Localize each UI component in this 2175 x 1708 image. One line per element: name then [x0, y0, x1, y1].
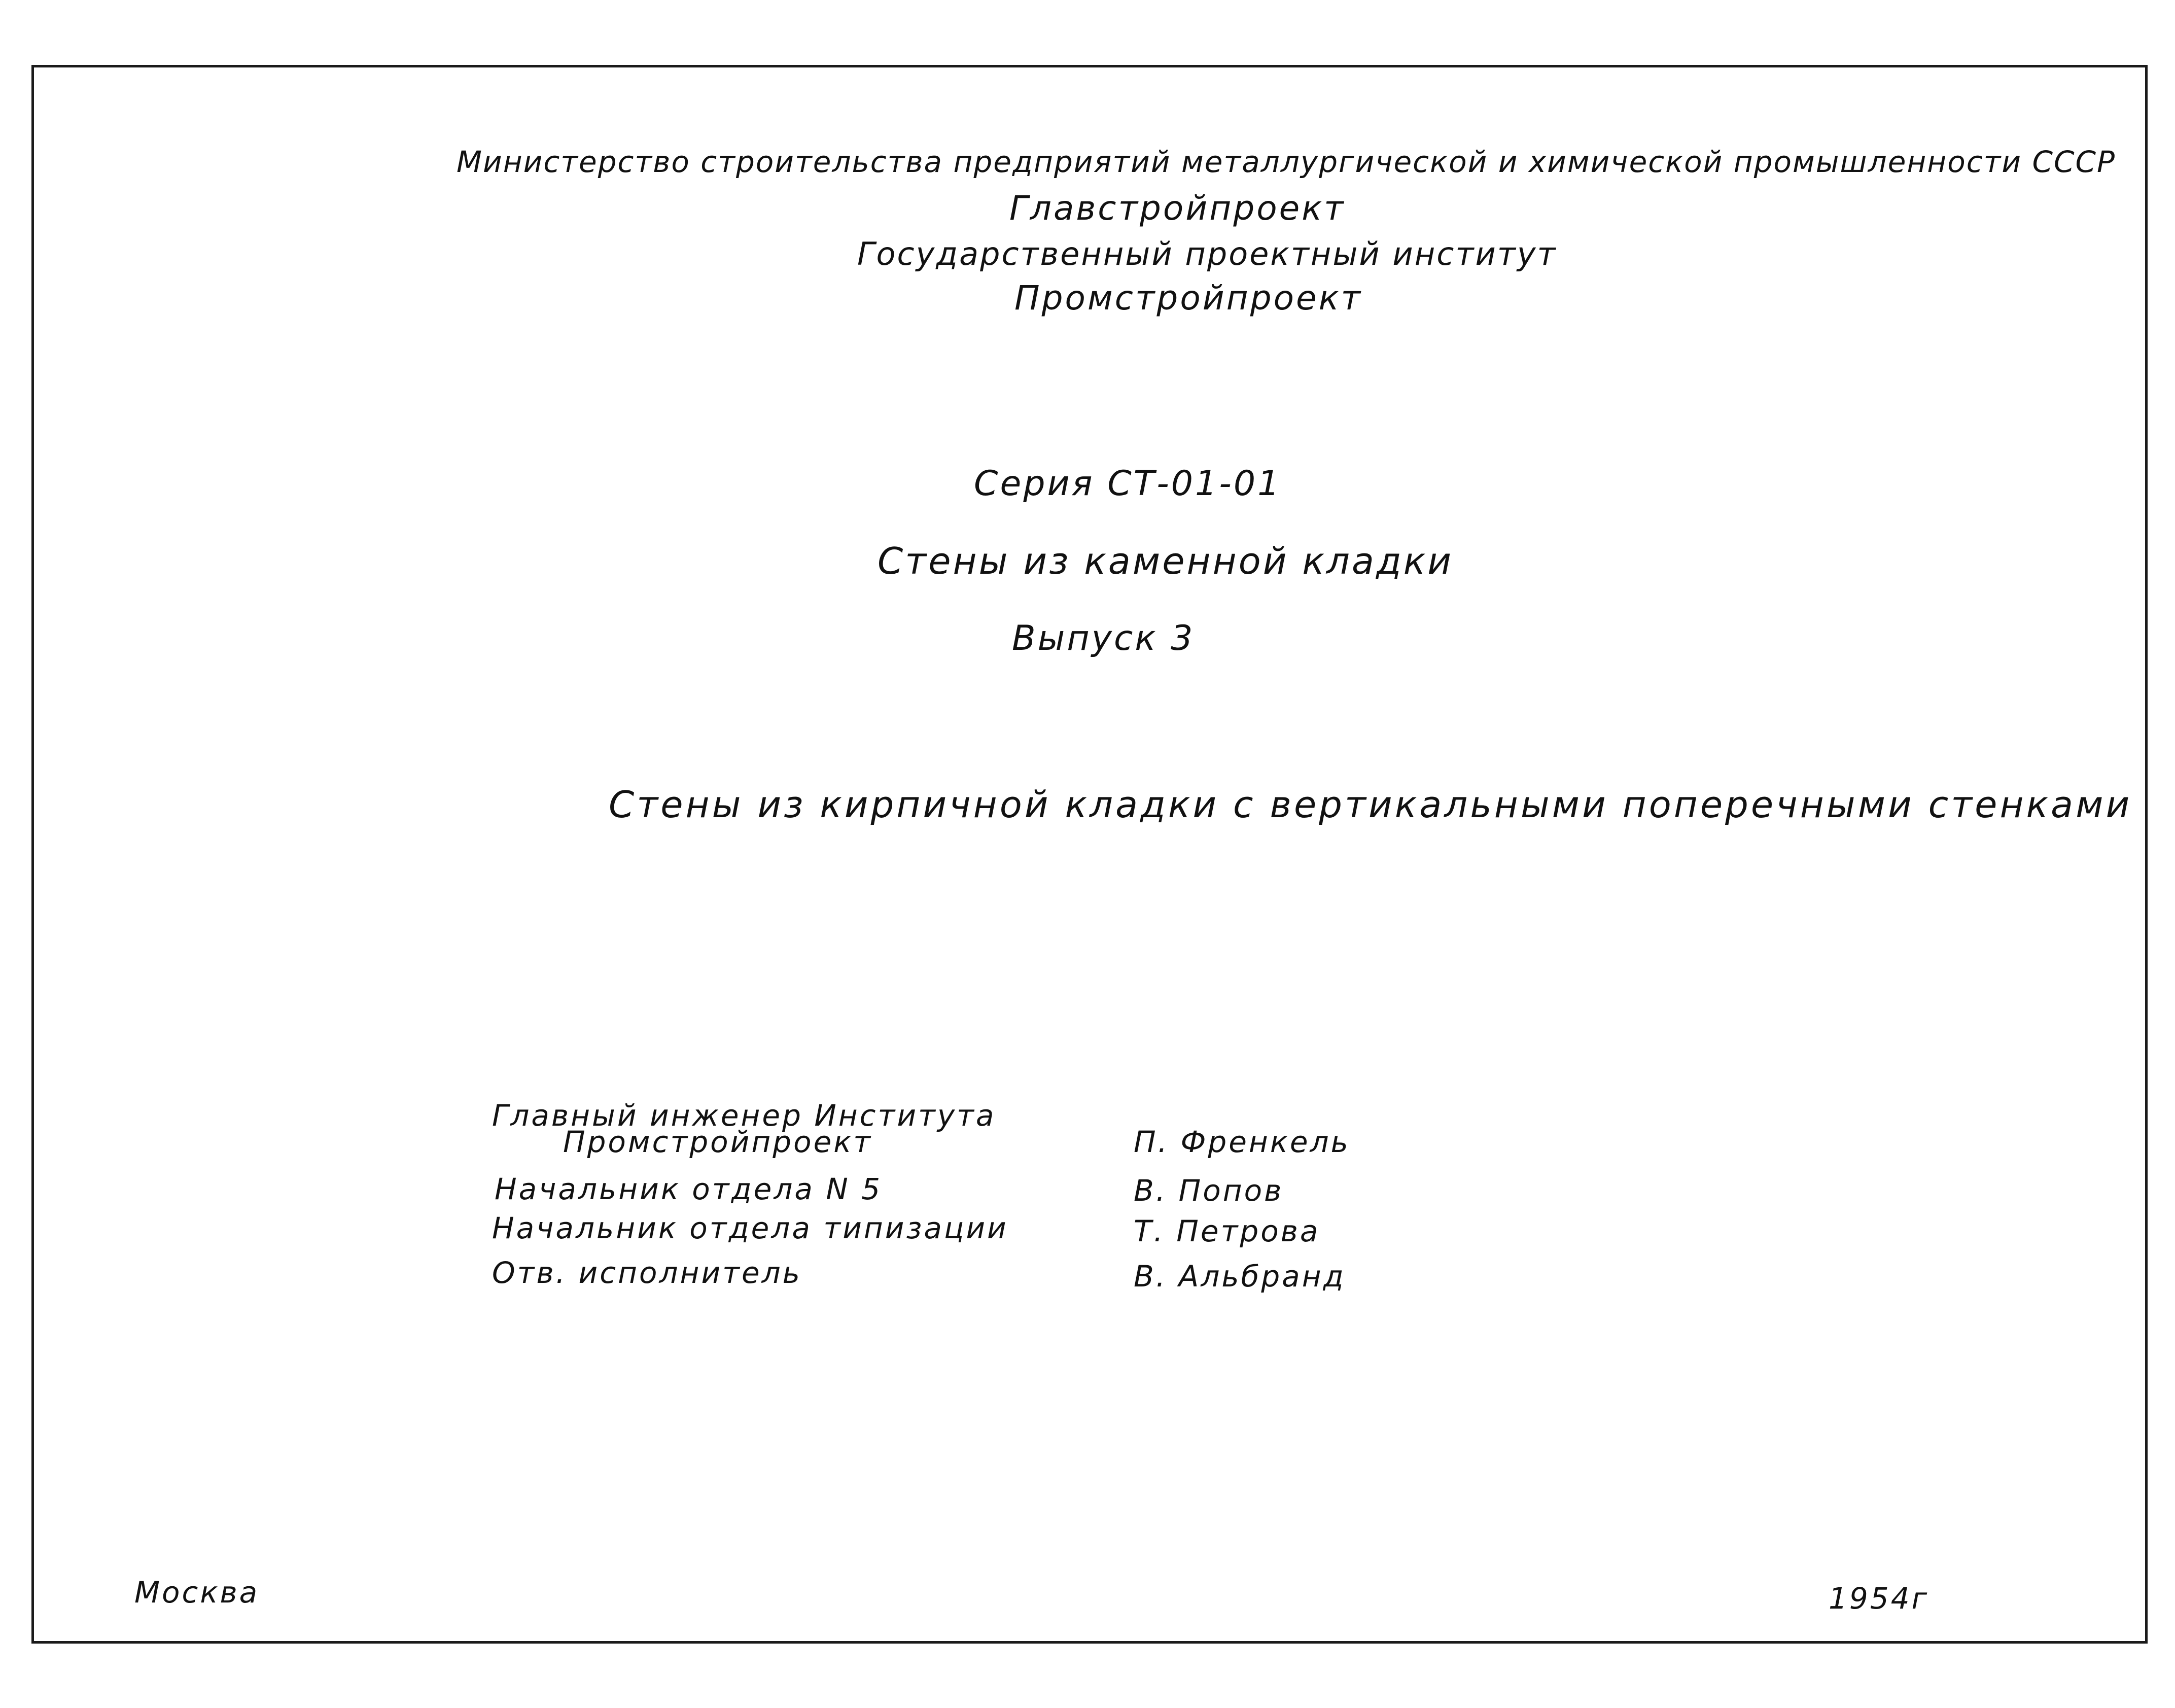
- institute-line: Государственный проектный институт: [857, 235, 1557, 272]
- walls-title: Стены из каменной кладки: [878, 540, 1454, 582]
- signature-role-chief-engineer: Главный инженер Института: [492, 1098, 996, 1133]
- glavstroiproekt-line: Главстройпроект: [1009, 189, 1346, 228]
- series-title: Серия СТ-01-01: [974, 464, 1282, 504]
- signature-name-chief-engineer: П. Френкель: [1134, 1125, 1350, 1159]
- year-label: 1954г: [1829, 1581, 1930, 1616]
- signature-role-dept-head: Начальник отдела N 5: [495, 1172, 883, 1206]
- signature-role-typification-head: Начальник отдела типизации: [492, 1211, 1008, 1245]
- document-subtitle: Стены из кирпичной кладки с вертикальными поперечными стенками: [609, 783, 2132, 826]
- ministry-line: Министерство строительства предприятий металлургической и химической промышленности СССР: [457, 145, 2116, 179]
- signature-role-chief-engineer-org: Промстройпроект: [563, 1125, 873, 1159]
- institute-name-line: Промстройпроект: [1014, 278, 1362, 318]
- signature-name-dept-head: В. Попов: [1134, 1173, 1284, 1208]
- signature-name-typification-head: Т. Петрова: [1134, 1214, 1320, 1248]
- signature-name-executor: В. Альбранд: [1134, 1259, 1346, 1294]
- issue-title: Выпуск 3: [1012, 618, 1195, 658]
- city-label: Москва: [134, 1575, 260, 1610]
- signature-role-executor: Отв. исполнитель: [492, 1256, 802, 1290]
